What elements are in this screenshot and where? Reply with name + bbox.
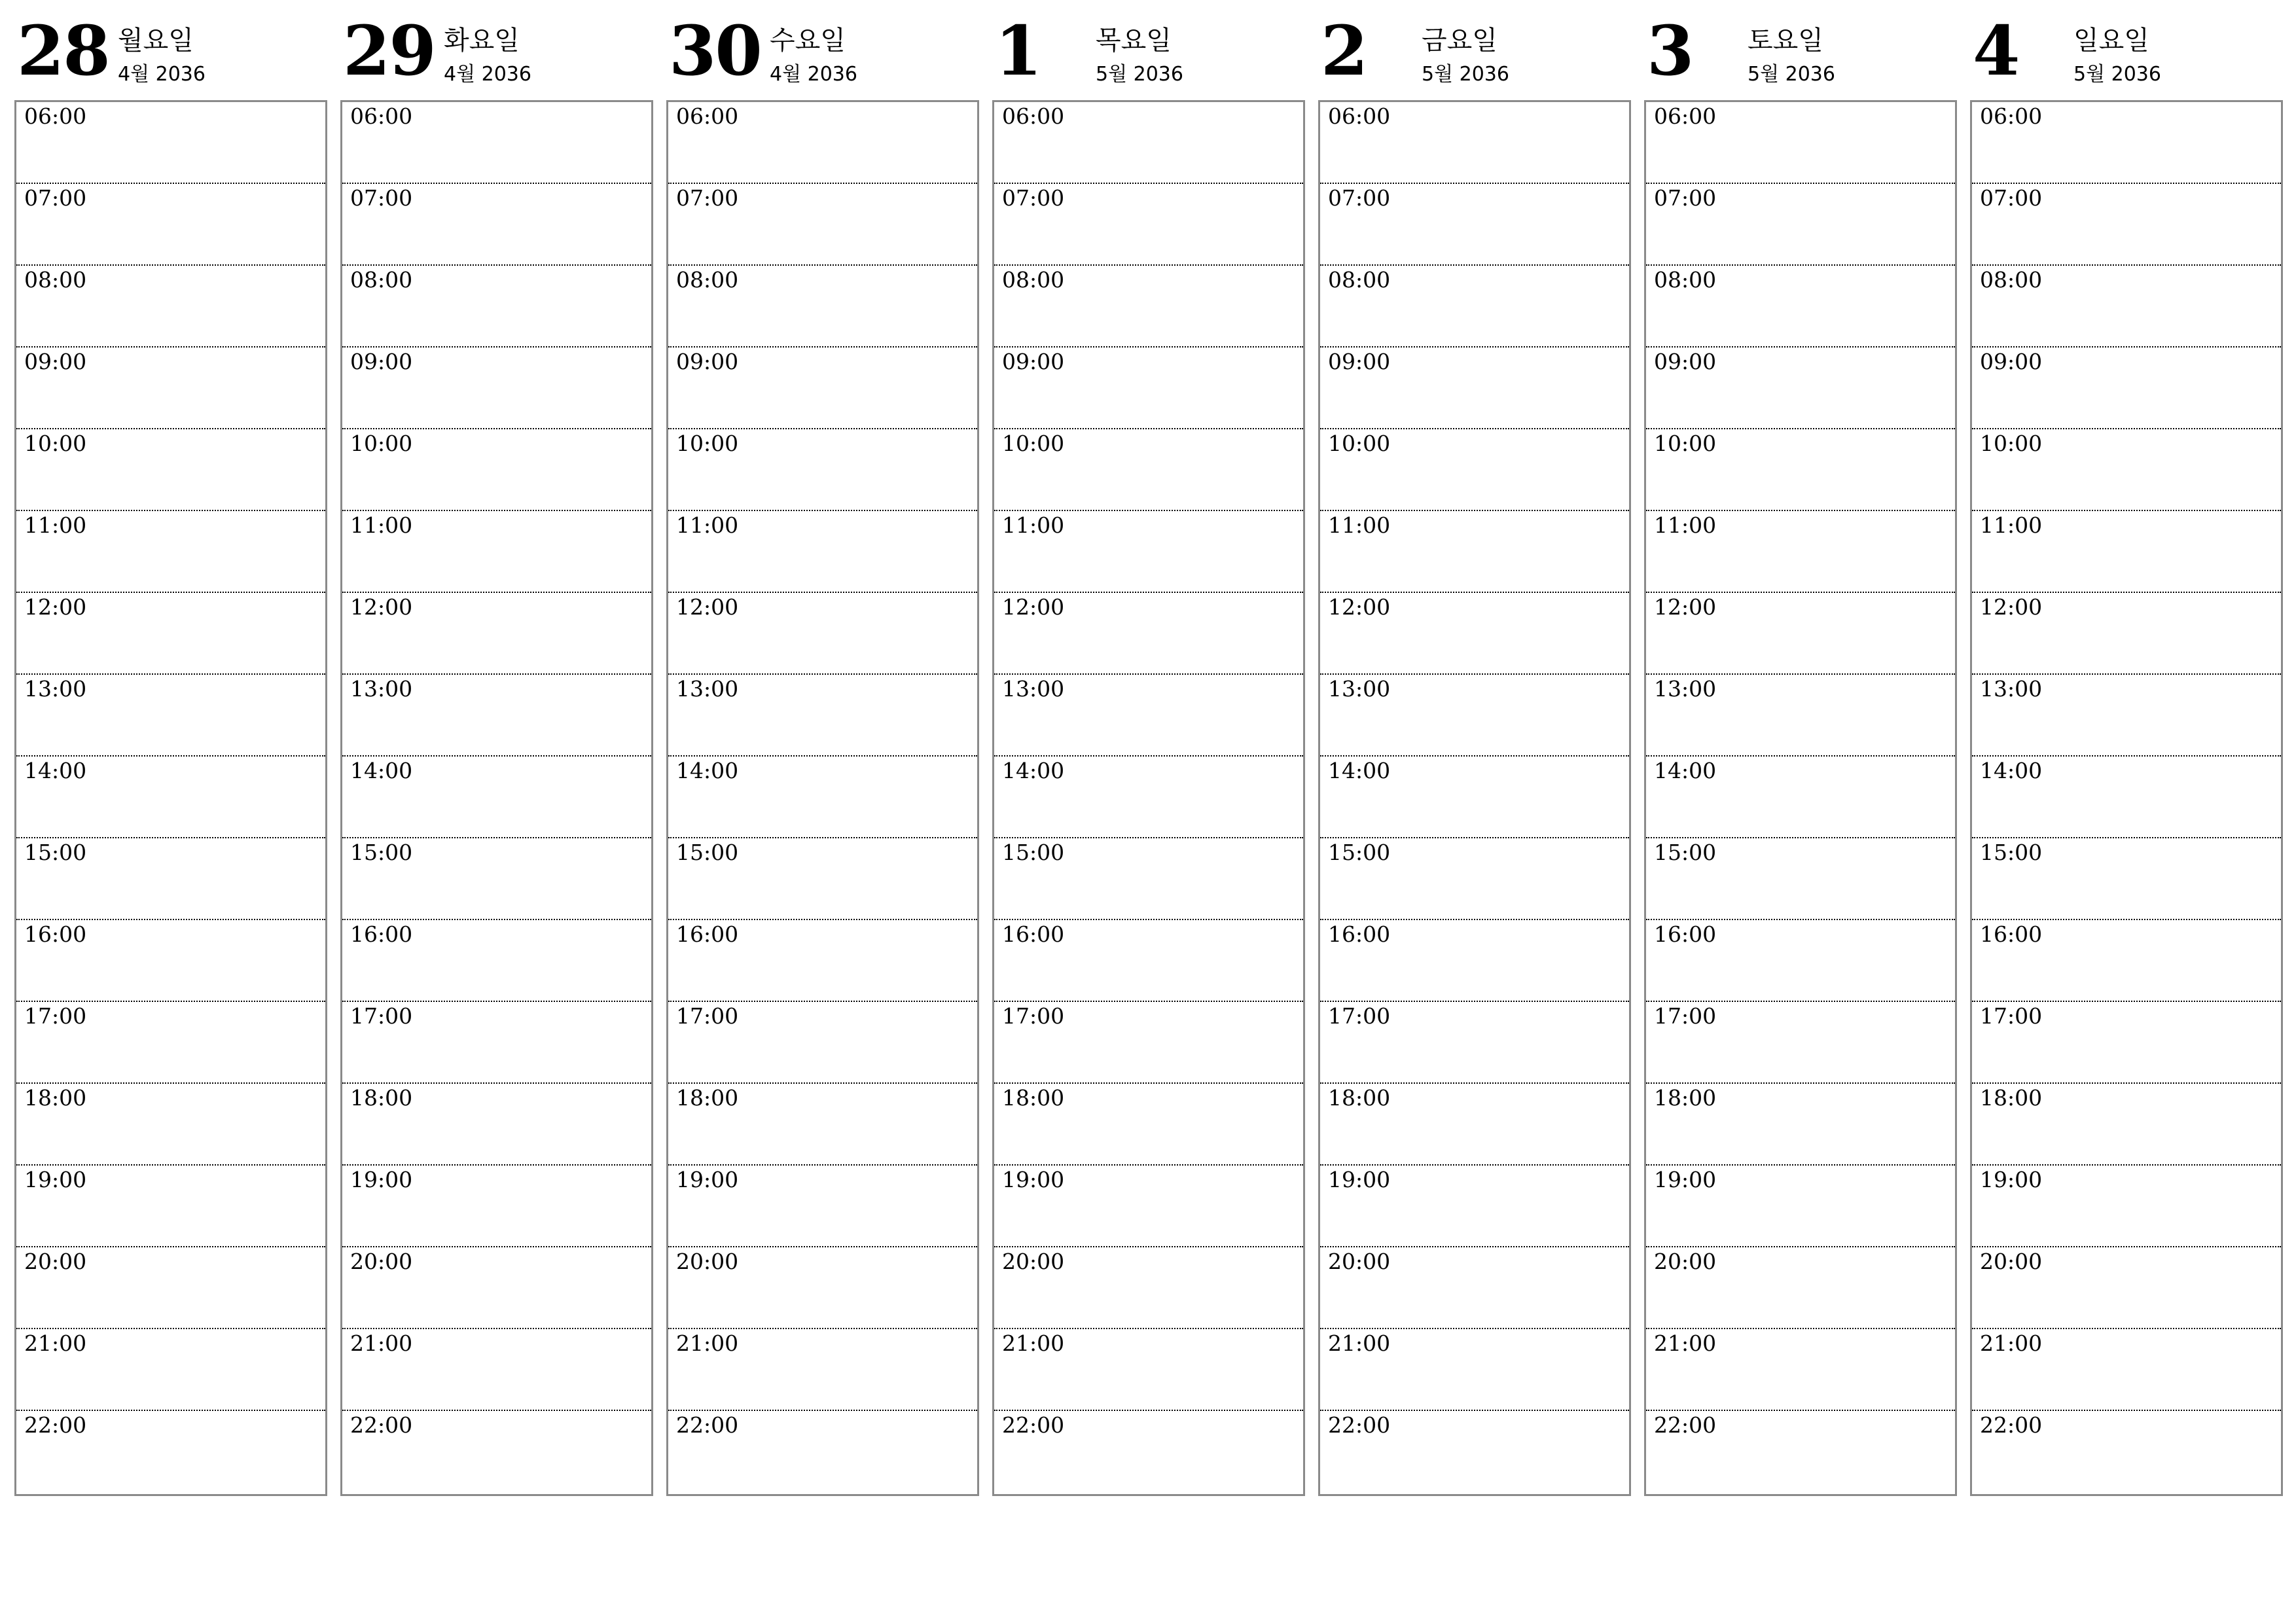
time-slot[interactable]	[342, 266, 651, 348]
day-column	[340, 0, 653, 1438]
time-slot[interactable]	[668, 102, 977, 184]
time-label: 15:00	[1654, 840, 1717, 865]
time-label: 15:00	[24, 840, 87, 865]
time-label: 18:00	[1002, 1085, 1065, 1111]
time-label: 06:00	[1002, 103, 1065, 129]
time-slot[interactable]	[1972, 511, 2281, 593]
time-label: 18:00	[1980, 1085, 2043, 1111]
time-label: 13:00	[350, 676, 413, 702]
time-slot[interactable]	[1646, 757, 1955, 838]
time-label: 14:00	[1328, 758, 1391, 783]
weekday-label: 월요일	[118, 26, 194, 56]
day-header	[1318, 0, 1631, 100]
time-slot[interactable]	[994, 511, 1303, 593]
time-label: 09:00	[1654, 349, 1717, 374]
time-label: 21:00	[24, 1330, 87, 1356]
weekday-label: 토요일	[1748, 26, 1823, 56]
time-slot[interactable]	[16, 1166, 325, 1247]
time-label: 14:00	[1654, 758, 1717, 783]
time-slot[interactable]	[1320, 1247, 1629, 1329]
time-slot[interactable]	[342, 1411, 651, 1493]
time-label: 12:00	[1002, 594, 1065, 620]
time-slot[interactable]	[16, 757, 325, 838]
time-slot[interactable]	[994, 1166, 1303, 1247]
time-label: 06:00	[676, 103, 739, 129]
time-slot[interactable]	[342, 1084, 651, 1166]
time-label: 17:00	[1980, 1003, 2043, 1029]
time-label: 16:00	[1328, 921, 1391, 947]
time-label: 06:00	[1654, 103, 1717, 129]
time-label: 08:00	[1002, 267, 1065, 293]
time-label: 19:00	[350, 1167, 413, 1192]
time-label: 19:00	[1002, 1167, 1065, 1192]
time-label: 12:00	[1654, 594, 1717, 620]
month-year-label: 5월 2036	[1422, 63, 1509, 86]
time-slot[interactable]	[16, 184, 325, 266]
month-year-label: 4월 2036	[770, 63, 857, 86]
time-label: 19:00	[1980, 1167, 2043, 1192]
time-slot[interactable]	[994, 1247, 1303, 1329]
time-label: 11:00	[1002, 512, 1065, 538]
time-slot[interactable]	[342, 102, 651, 184]
time-label: 10:00	[1980, 431, 2043, 456]
time-slot[interactable]	[1646, 184, 1955, 266]
time-label: 09:00	[1328, 349, 1391, 374]
time-label: 18:00	[1328, 1085, 1391, 1111]
day-column	[1970, 0, 2283, 1438]
time-label: 13:00	[1980, 676, 2043, 702]
time-slot[interactable]	[16, 675, 325, 757]
time-slot[interactable]	[342, 593, 651, 675]
time-slot[interactable]	[668, 593, 977, 675]
time-slot[interactable]	[342, 1002, 651, 1084]
time-label: 21:00	[1654, 1330, 1717, 1356]
time-label: 19:00	[676, 1167, 739, 1192]
time-slot[interactable]	[1646, 266, 1955, 348]
time-label: 20:00	[676, 1249, 739, 1274]
time-label: 07:00	[24, 185, 87, 211]
time-label: 16:00	[1654, 921, 1717, 947]
time-slot[interactable]	[994, 593, 1303, 675]
time-slot[interactable]	[668, 838, 977, 920]
day-header	[340, 0, 653, 100]
day-column	[14, 0, 327, 1438]
time-slot[interactable]	[994, 348, 1303, 429]
weekday-label: 일요일	[2073, 26, 2149, 56]
day-column	[992, 0, 1305, 1438]
time-slot[interactable]	[1972, 429, 2281, 511]
time-slot[interactable]	[1972, 675, 2281, 757]
time-slot[interactable]	[1320, 511, 1629, 593]
time-slot[interactable]	[1972, 184, 2281, 266]
time-slot[interactable]	[1646, 348, 1955, 429]
time-label: 08:00	[1980, 267, 2043, 293]
time-slot[interactable]	[994, 1002, 1303, 1084]
time-label: 14:00	[1980, 758, 2043, 783]
day-header	[1970, 0, 2283, 100]
time-label: 15:00	[350, 840, 413, 865]
time-slot[interactable]	[1972, 1247, 2281, 1329]
month-year-label: 4월 2036	[118, 63, 206, 86]
weekday-label: 수요일	[770, 26, 846, 56]
time-slot[interactable]	[668, 1002, 977, 1084]
time-label: 12:00	[1328, 594, 1391, 620]
time-slot[interactable]	[342, 1247, 651, 1329]
time-label: 22:00	[1654, 1412, 1717, 1438]
time-label: 08:00	[24, 267, 87, 293]
time-label: 22:00	[1980, 1412, 2043, 1438]
month-year-label: 5월 2036	[1748, 63, 1835, 86]
time-label: 10:00	[1002, 431, 1065, 456]
time-slot[interactable]	[1320, 1002, 1629, 1084]
time-label: 08:00	[350, 267, 413, 293]
time-slot[interactable]	[1646, 920, 1955, 1002]
time-slot[interactable]	[16, 838, 325, 920]
time-slot[interactable]	[1646, 102, 1955, 184]
time-label: 06:00	[24, 103, 87, 129]
time-slot[interactable]	[668, 429, 977, 511]
day-schedule-box	[666, 100, 979, 1496]
time-slot[interactable]	[668, 675, 977, 757]
time-slot[interactable]	[994, 920, 1303, 1002]
time-label: 17:00	[1002, 1003, 1065, 1029]
time-slot[interactable]	[16, 1084, 325, 1166]
time-label: 21:00	[676, 1330, 739, 1356]
time-slot[interactable]	[1972, 348, 2281, 429]
time-slot[interactable]	[1320, 102, 1629, 184]
time-slot[interactable]	[342, 920, 651, 1002]
time-slot[interactable]	[342, 184, 651, 266]
month-year-label: 5월 2036	[1096, 63, 1183, 86]
time-label: 16:00	[24, 921, 87, 947]
day-schedule-box	[992, 100, 1305, 1496]
time-label: 14:00	[1002, 758, 1065, 783]
day-column	[666, 0, 979, 1438]
time-slot[interactable]	[994, 757, 1303, 838]
day-schedule-box	[14, 100, 327, 1496]
day-schedule-box	[1970, 100, 2283, 1496]
time-label: 10:00	[24, 431, 87, 456]
time-label: 07:00	[350, 185, 413, 211]
time-slot[interactable]	[668, 348, 977, 429]
time-slot[interactable]	[16, 1329, 325, 1411]
time-slot[interactable]	[1646, 838, 1955, 920]
time-label: 11:00	[1328, 512, 1391, 538]
time-slot[interactable]	[342, 429, 651, 511]
time-slot[interactable]	[1320, 266, 1629, 348]
time-label: 09:00	[24, 349, 87, 374]
time-slot[interactable]	[1320, 184, 1629, 266]
time-slot[interactable]	[1646, 1329, 1955, 1411]
time-label: 09:00	[1002, 349, 1065, 374]
time-label: 13:00	[1002, 676, 1065, 702]
time-label: 09:00	[350, 349, 413, 374]
weekday-label: 금요일	[1422, 26, 1498, 56]
time-slot[interactable]	[16, 102, 325, 184]
time-label: 08:00	[676, 267, 739, 293]
time-slot[interactable]	[342, 675, 651, 757]
time-slot[interactable]	[16, 1247, 325, 1329]
time-slot[interactable]	[1972, 593, 2281, 675]
time-label: 20:00	[350, 1249, 413, 1274]
day-number: 4	[1973, 10, 2019, 91]
time-slot[interactable]	[668, 1084, 977, 1166]
day-number: 28	[17, 10, 109, 91]
time-label: 06:00	[1328, 103, 1391, 129]
time-label: 11:00	[1980, 512, 2043, 538]
time-label: 17:00	[350, 1003, 413, 1029]
time-label: 18:00	[676, 1085, 739, 1111]
month-year-label: 5월 2036	[2073, 63, 2161, 86]
time-slot[interactable]	[994, 838, 1303, 920]
time-slot[interactable]	[1646, 429, 1955, 511]
time-label: 12:00	[350, 594, 413, 620]
time-slot[interactable]	[16, 1002, 325, 1084]
time-label: 17:00	[676, 1003, 739, 1029]
time-label: 12:00	[24, 594, 87, 620]
time-label: 11:00	[24, 512, 87, 538]
time-label: 15:00	[1002, 840, 1065, 865]
time-slot[interactable]	[1646, 1411, 1955, 1493]
time-slot[interactable]	[668, 184, 977, 266]
time-label: 18:00	[1654, 1085, 1717, 1111]
time-slot[interactable]	[1320, 1411, 1629, 1493]
time-label: 20:00	[1328, 1249, 1391, 1274]
day-header	[992, 0, 1305, 100]
time-slot[interactable]	[1972, 838, 2281, 920]
time-label: 06:00	[350, 103, 413, 129]
time-slot[interactable]	[1646, 593, 1955, 675]
time-slot[interactable]	[994, 102, 1303, 184]
time-slot[interactable]	[668, 1411, 977, 1493]
time-label: 15:00	[676, 840, 739, 865]
time-label: 16:00	[1980, 921, 2043, 947]
time-label: 20:00	[1654, 1249, 1717, 1274]
time-slot[interactable]	[16, 348, 325, 429]
time-label: 17:00	[1328, 1003, 1391, 1029]
time-slot[interactable]	[16, 593, 325, 675]
time-slot[interactable]	[342, 348, 651, 429]
time-label: 22:00	[1002, 1412, 1065, 1438]
time-label: 17:00	[24, 1003, 87, 1029]
time-slot[interactable]	[1320, 593, 1629, 675]
time-label: 11:00	[350, 512, 413, 538]
time-label: 11:00	[676, 512, 739, 538]
time-slot[interactable]	[1320, 348, 1629, 429]
month-year-label: 4월 2036	[444, 63, 531, 86]
time-label: 07:00	[1980, 185, 2043, 211]
time-label: 07:00	[1002, 185, 1065, 211]
time-label: 14:00	[676, 758, 739, 783]
day-header	[666, 0, 979, 100]
time-slot[interactable]	[994, 429, 1303, 511]
time-label: 19:00	[24, 1167, 87, 1192]
time-label: 09:00	[1980, 349, 2043, 374]
time-slot[interactable]	[342, 757, 651, 838]
time-slot[interactable]	[668, 511, 977, 593]
time-slot[interactable]	[1972, 1411, 2281, 1493]
time-slot[interactable]	[1320, 1329, 1629, 1411]
time-slot[interactable]	[668, 757, 977, 838]
time-label: 11:00	[1654, 512, 1717, 538]
time-slot[interactable]	[994, 1411, 1303, 1493]
time-label: 16:00	[676, 921, 739, 947]
time-label: 14:00	[350, 758, 413, 783]
time-slot[interactable]	[1646, 1166, 1955, 1247]
day-number: 3	[1647, 10, 1693, 91]
time-slot[interactable]	[994, 1329, 1303, 1411]
time-slot[interactable]	[1972, 1166, 2281, 1247]
time-slot[interactable]	[1646, 1084, 1955, 1166]
time-label: 20:00	[1980, 1249, 2043, 1274]
time-label: 17:00	[1654, 1003, 1717, 1029]
day-number: 2	[1321, 10, 1367, 91]
time-slot[interactable]	[1646, 1002, 1955, 1084]
time-slot[interactable]	[1320, 1166, 1629, 1247]
time-slot[interactable]	[1972, 102, 2281, 184]
time-label: 10:00	[676, 431, 739, 456]
time-slot[interactable]	[668, 266, 977, 348]
time-label: 15:00	[1980, 840, 2043, 865]
time-label: 21:00	[1002, 1330, 1065, 1356]
time-label: 07:00	[676, 185, 739, 211]
time-label: 20:00	[1002, 1249, 1065, 1274]
day-number: 1	[995, 10, 1041, 91]
time-label: 12:00	[676, 594, 739, 620]
day-column	[1644, 0, 1957, 1438]
time-label: 19:00	[1654, 1167, 1717, 1192]
time-slot[interactable]	[1646, 1247, 1955, 1329]
time-slot[interactable]	[16, 1411, 325, 1493]
time-slot[interactable]	[1646, 675, 1955, 757]
time-label: 14:00	[24, 758, 87, 783]
time-slot[interactable]	[16, 429, 325, 511]
time-label: 10:00	[1328, 431, 1391, 456]
time-label: 10:00	[350, 431, 413, 456]
time-label: 07:00	[1328, 185, 1391, 211]
time-slot[interactable]	[1320, 1084, 1629, 1166]
time-label: 21:00	[350, 1330, 413, 1356]
time-label: 21:00	[1980, 1330, 2043, 1356]
day-schedule-box	[1318, 100, 1631, 1496]
time-slot[interactable]	[668, 1166, 977, 1247]
time-label: 10:00	[1654, 431, 1717, 456]
time-slot[interactable]	[994, 266, 1303, 348]
time-slot[interactable]	[342, 1329, 651, 1411]
time-label: 08:00	[1328, 267, 1391, 293]
time-slot[interactable]	[1972, 266, 2281, 348]
time-slot[interactable]	[342, 1166, 651, 1247]
time-label: 18:00	[24, 1085, 87, 1111]
time-label: 18:00	[350, 1085, 413, 1111]
time-slot[interactable]	[994, 184, 1303, 266]
time-slot[interactable]	[1320, 838, 1629, 920]
time-label: 09:00	[676, 349, 739, 374]
time-label: 13:00	[24, 676, 87, 702]
time-label: 20:00	[24, 1249, 87, 1274]
day-header	[1644, 0, 1957, 100]
time-label: 08:00	[1654, 267, 1717, 293]
time-label: 16:00	[1002, 921, 1065, 947]
time-label: 22:00	[24, 1412, 87, 1438]
day-number: 30	[669, 10, 761, 91]
time-slot[interactable]	[16, 920, 325, 1002]
time-slot[interactable]	[1320, 920, 1629, 1002]
time-label: 13:00	[1328, 676, 1391, 702]
time-slot[interactable]	[1972, 1002, 2281, 1084]
time-label: 22:00	[350, 1412, 413, 1438]
time-slot[interactable]	[1320, 429, 1629, 511]
time-slot[interactable]	[1320, 757, 1629, 838]
weekday-label: 목요일	[1096, 26, 1172, 56]
time-slot[interactable]	[16, 511, 325, 593]
time-slot[interactable]	[16, 266, 325, 348]
time-label: 22:00	[1328, 1412, 1391, 1438]
day-number: 29	[343, 10, 435, 91]
time-slot[interactable]	[994, 675, 1303, 757]
time-label: 21:00	[1328, 1330, 1391, 1356]
time-slot[interactable]	[1972, 1329, 2281, 1411]
time-slot[interactable]	[342, 511, 651, 593]
day-schedule-box	[340, 100, 653, 1496]
weekday-label: 화요일	[444, 26, 520, 56]
time-label: 19:00	[1328, 1167, 1391, 1192]
time-slot[interactable]	[668, 920, 977, 1002]
time-slot[interactable]	[1972, 1084, 2281, 1166]
time-slot[interactable]	[342, 838, 651, 920]
day-header	[14, 0, 327, 100]
time-slot[interactable]	[668, 1329, 977, 1411]
time-slot[interactable]	[668, 1247, 977, 1329]
time-label: 13:00	[676, 676, 739, 702]
day-column	[1318, 0, 1631, 1438]
time-label: 22:00	[676, 1412, 739, 1438]
time-label: 12:00	[1980, 594, 2043, 620]
time-slot[interactable]	[1972, 920, 2281, 1002]
day-schedule-box	[1644, 100, 1957, 1496]
time-slot[interactable]	[994, 1084, 1303, 1166]
time-label: 06:00	[1980, 103, 2043, 129]
time-slot[interactable]	[1320, 675, 1629, 757]
time-label: 07:00	[1654, 185, 1717, 211]
time-label: 16:00	[350, 921, 413, 947]
time-label: 13:00	[1654, 676, 1717, 702]
time-label: 15:00	[1328, 840, 1391, 865]
time-slot[interactable]	[1646, 511, 1955, 593]
time-slot[interactable]	[1972, 757, 2281, 838]
